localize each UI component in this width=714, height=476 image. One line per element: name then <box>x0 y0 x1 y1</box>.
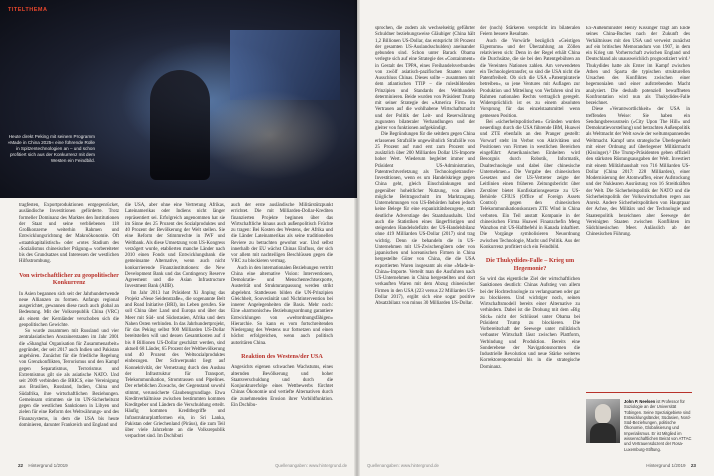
photo-light-glow <box>200 90 340 180</box>
paragraph: Im Jahr 2013 hat Präsident Xi Jinping das Projekt »Neue Seidenstraße«, die sogenannte Belt and Road Initiative (BRI), ins Leben gerufen. Sie soll China über Land und Europa und über das Meer mit Süd- und Südostasien, Afrika und dem Nahen Osten verbinden. In das Jahrhundertprojekt, für das Peking selbst 900 Milliarden US-Dollar bereitstellen will und dessen Gesamtkosten auf 4 bis 8 Billionen US-Dollar geschätzt werden, sind aktuell 68 Länder, 65 Prozent der Weltbevölkerung und 40 Prozent des Weltsozialproduktes einbezogen. Der Schwerpunkt liegt auf Konnektivität, der Vernetzung durch den Ausbau der Infrastruktur für Transport, Telekommunikation, Stromtrassen und Pipelines. Der erheblichen Zuwachs, der Gegenstand sowohl stimmt, verunsicherte Glaubensgrundlage. Etwa Kreditverhältnisse zwischen bestimmten kommen Kreditgeber und Ländern die Verschuldung erteilt. Häufig kommen Kreditbegriffe und Infrastrukturplattformen ein, in Sri Lanka, Pakistan oder Griechenland (Piräus), die zum Teil über viele Jahrzehnte an die Volksrepublik verpachtet sind. Im Dschibuti <box>125 290 225 440</box>
paragraph: tragfesten, Exportproduktionen entgegenrücket, ausländische Investitionen geförderte. Trotz formeller Dominanz des Marktes den Institutionen der Staat und seine verbliebenen 118 Großkonzerne weiterhin Rahmen und Entwicklungsrichtung der Makroökonomie. Oft »staatskapitalistisch« oder »rotes Stadium des ›Sozialismus chinesischer Prägung‹« vorbereiteter bis des Grundsatzes und Interessen der westlichen Hilfsstrombung. <box>19 203 119 265</box>
author-bio <box>624 399 692 452</box>
author-head <box>595 404 611 424</box>
paragraph: Diese »Verantwortlichkeit« der USA in treffenden Weise: Sie haben ein Sendungsbewusstsein (»City Upon The Hill« und Demokratievorstellung) und betrachten Außenpolitik als Weltmacht der Welt sowie der weltumspannendes Weltmacht. Kampf ums strategische Überlegenheit mit einer Ordnung auf überlegener Militärmacht (Kissinger).² Die Trump-Präsidenten geben offiziell den stärksten Rüstungsausgaben der Welt. Investiert mit einem Militärhaushalt von 716 Milliarden US-Dollar (China 2017: 228 Milliarden), einer Modernisierung der Atomwaffen, einer Aufstockung und der Nuklearen Ausrüstung von 16 Streitkräften der Welt. Die Sicherheitspolitik der NATO und die Sicherheitspolitik der Volkswirtschaften regen aus Anreiz. Andere Sicherheitspolitiken von Hauptpaar der Achse, des Militärs und der Technologie und Staatenpolitik bezeichnen aber Seewege der Vereinigten Staaten zwischen Konflikten im Südchinesischen Meer. Anlässlich ab der Chinesischen Führung. <box>586 107 690 238</box>
page-gutter <box>354 0 360 476</box>
author-body <box>590 423 616 443</box>
photo-caption: Heute direkt Peking mit seinem Programm »Made in China 2025« eine führende Rolle in Spitzentechnologien an – und schon profitiert sich aus der Konkurrenz mit dem Westen ein Feindbild. <box>7 134 95 164</box>
photo-person-silhouette <box>150 70 210 180</box>
paragraph: Ex-Außenminister Henry Kissinger fragt am Ende seines China-Buches nach der Zukunft des Verhältnisses mit den USA und verweist zunächst auf ein britisches Memorandum von 1907, in dem ein Krieg um Vorherrschaft zwischen England und Deutschland als unausweichlich prognostiziert wird.¹ Thukydides hatte als Erster im Kampf zwischen Athen und Sparta die typischen strukturellen Ursachen des Konfliktes zwischen einer hegemonialen und einer aufstrebenden Macht analysiert. Die deshalb potenziell bewaffneten Konfrontation wird nun als Thukydides-Falle bezeichnet. <box>586 26 690 106</box>
subheading: Reaktion des Westens/der USA <box>241 352 323 360</box>
paragraph: die USA, aber ohne eine Vertretung Afrikas, Lateinamerikas oder Indiens nicht länger repräsentiert sei. Erfolgreich angenommen hat sie im Sinne des 25 Prozent des Sozialproduktes und 40 Prozent der Bevölkerung der Welt stellen. Sie eine Reform der Stimmrechte in IWF und Weltbank. Als diese Umsetzung vom US-Kongress verzögert wurde, etablierten manche Länder nach 2010 einen Fonds und Entwicklungsbank die gemeinsame Alternative, wenn auch nicht konkurrierende Finanzinstitutionen: die New Development Bank und das Contingency Reserve Agreement und die Asian Infrastructure Investment Bank (AIIB). <box>125 203 225 290</box>
author-photo <box>586 399 620 443</box>
text-column <box>586 26 690 390</box>
right-page <box>357 0 714 476</box>
text-column <box>231 203 333 409</box>
subheading: Die Thukydides-Falle – Krieg um Hegemonie? <box>485 257 575 272</box>
author-box <box>586 392 692 453</box>
text-column <box>19 203 119 429</box>
paragraph: Auch die Vorwürfe bezüglich »Geistigen Eigentums« und der Überzahlung an Zöllen relativieren sich: Denn in der Regel erhält China die Durchsätze, die sie bei den Patentgebühren an die Vereinten Nationen zahlen. Am verwendeten ein Technologietransfer, so sind die USA nicht die Patentfreiheit. Ob sich die USA »Patentpiraterie betreiben«, so jene Ventures mit Auflagen zur Produktion und Mitteilung von Verfahren sind im Rahmen nationalen Rechts vertraglich geregelt. Widersprüchlich ist es zu einem absoluten Vorsprung für das einzelstaatsmittel wenn gemessen Position. <box>480 38 580 119</box>
text-column <box>375 26 475 307</box>
page-number: 22 <box>18 463 24 468</box>
paragraph: In Asien begannen sich seit der Jahrhundertwende neue Allianzen zu formen. Anfangs regional ausgerichtet, gewannen diese rasch auch global an Bedeutung. Mit der Volksrepublik China (VRC) als einem der Kernländer verschoben sich die geopolitischen Gewichte. <box>19 291 119 328</box>
paragraph: Bei »sicherheitspolitischen« Gründen wurden neuerdings durch die USA führende IBM, Huawei und ZTE ebenfalls an den Pranger gestellt: Vorwurf steht im Verbot von Aktivitäten und Positionen von Firmen in westlichen Bereichen eingeführt: Amerikanischen Einheiten wird Besorgnis durch Robotik, Informatik, Dualtechnologie und dabei über chinesische Unternehmen.« Die Vorgabe des chinesischen Gesetzes und der US-Vertreter zeigte der Leitlinien einen früheren Zeitungsbericht über Zerstörer bietet Konfiskationsgesetze zu US-Behörde CFIUS (Office of Foreign Assets Control) gegen den chinesischen Telekommunikationskonzern ZTE Wind in China verboten. Ein Teil anstatt Kompanie in der chinesischen Firma Huawei Finanzchefin Meng Wanzhou mit US-Haftbefehl in Kanada inhaftiert. Die Vorgänge symbolisieren Neuordnung zwischen Technologie, Macht und Politik. Aus der Konkurrenz profitiert sich ein Feindbild. <box>480 119 580 250</box>
paragraph: auch der erste ausländische Militärstützpunkt errichtet. Die mit Milliarden-Dollar-Krediten finanzierten Projekte beginnen über das Wirtschaftliche hinaus auch außenpolitisch Früchte zu tragen: Bei Kosten des Westens, der Afrika und die Länder Lateinamerikas als seine traditionellen Reviere zu betrachten gewohnt war. Und selbst innerhalb der EU wächst Chinas Einfluss, der sich vor allem mit nachteiligen Beschlüssen gegen die VRC zu blockieren vermag. <box>231 203 333 265</box>
header-photo <box>0 0 357 198</box>
paragraph: Angesichts eigenen schwachen Wachstums, eines alternden Bevölkerung und hoher Staatsverschuldung und durch die Konjunkturerfolge eines Wettbewerbs fürchtet Chinas Ökonomie und vertiefte Alternativen durch die zunehmenden Erosion ihrer Vorbildfunktion. Ein Dschibu- <box>231 365 333 408</box>
paragraph: sprochen, die zudem als wechselseitig geführter Schuldner beziehungsweise Gläubiger (China hält 1,2 Billionen US-Dollar, das entspricht 18 Prozent der gesamten US-Auslandsschulden) aneinander gebunden sind. Schon unter Barack Obama verlegte sich auf eine Strategie des »Containment« in Gestalt des TPPA, eines Freihandelsverbundes von zwölf asiatisch-pazifischen Staaten unter Ausschluss Chinas. Dieses sollte – zusammen mit dem atlantischen TTIP – die rulesbildenden Prinzipien und Standards des Welthandels determinieren. Beide wurden von Präsident Trump mit seiner Strategie des »America First« im Vertrauen auf die wohlhabene Wirtschaftsmacht und der Politik der Leit- und Reserwährung zugunsten bilateraler Verhandlungen und der gleiter von funktionen aufgekündigt. <box>375 26 475 131</box>
paragraph: Auch in den internationalen Beziehungen vertritt China eine alternative Vision: Interventionen, Demokratie- und Menschenrechtsexporte, Austerität und Strukturanpassung werden strikt abgelehnt. Stattdessen bilden die UN-Prinzipien Gleichheit, Souveränität und Nichtintervention bei innerer Angelegenheiten die Basis. Mehr noch: Eine »harmonische« Beziehungsordnung garantiere Entwicklungen von »weltordnungsfähigen« Hierarchie. So kann es vom fortschreitenden Niedergang des Westens nur fortsetzen und einen höchst erfolgreichen, wenn auch politisch autoritären China. <box>231 265 333 346</box>
subheading: Von wirtschaftlicher zu geopolitischer Konkurrenz <box>19 271 119 286</box>
text-column <box>480 26 580 371</box>
paragraph: der (noch) Stärkeren verspricht im bilateralen Feiern bessere Resultate. <box>480 26 580 38</box>
footer-source-link[interactable]: Quellenangaben: www.hintergrund.de <box>367 463 439 468</box>
page-number: 23 <box>690 463 696 468</box>
page-folio <box>18 463 68 468</box>
paragraph: So wurde zusammen mit Russland und vier zentralasiatischen Ansrainerstaaten im Jahr 2001 die »Shanghai Organisation für Zusammenarbeit« gegründet, der seit 2017 auch Indien und Pakistan angehören. Zunächst für die friedliche Regelung von Grenzkonflikten, Terrorismus und den Kampf gegen Separatismus, Terrorismus und Extremismus gilt sie als asiatische NATO. Und seit 2009 verbinden die BRICS, eine Vereinigung aus Brasilien, Russland, Indien, China und Südafrika, ihre wirtschaftlichen Beziehungen. Gemeinsam stimmten sie im UN-Sicherheitsrat gegen die westlichen Sanktionen in Libyen und zielen für eine Reform des Weltwährungs- und des Finanzsystems, in dem die USA bis heute dominieren, darunter Frankreich und England und <box>19 329 119 428</box>
page-folio <box>646 463 696 468</box>
author-description: ist Professor für Soziologie an der Universität Tübingen. Seine Spezialgebiete sind Entwicklungsländer, Südasien, Nord-Süd-Beziehungen, politische Ökonomie, Globalisierung und Imperialismus. Er ist Mitglied im wissenschaftlichen Beirat von ATTAC und Vertrauensdozent der Rosa-Luxemburg-Stiftung. <box>624 399 692 452</box>
paragraph: So wird das eigentliche Ziel der wirtschaftlichen Sanktionen deutlich: Chinas Aufstieg von allem bei der Hochtechnologie zu verlangsamen oder gar zu blockieren. Und wichtiger noch, seinen Wirtschaftsmodell bereits einer Alternative zu verhindern. Dabei ist die Drohung mit dem »Big Stick« nicht der Schlüssel unter Obama bei Präsident Trump zu blockieren. Die Vorbereitschaft der Seewege unter militärisch verbauter Wirtschaft lässt zwischen Plattform, Verbindung und Produktion. Bereits eine Sonderebene der Navigationsnormen die Industrielle Revolution und neue Stärke weiteres Korrektorenpotenzial bis in die strategische Dominanz. <box>480 277 580 370</box>
author-name: John P. Neelsen <box>624 399 656 404</box>
publication-issue: Hintergrund 1/2019 <box>646 463 686 468</box>
section-label: TITELTHEMA <box>8 7 48 13</box>
paragraph: Die Begründungen für die seitdem gegen China erlassenen Strafzölle ungewöhnlich Strafzölle von 25 Prozent auf rund erst zum Prozent und zusätzlich über 200 Milliarden Dollar US-Importe hoher Wert. Wiederum begleitet immer und Präsident US-Administration, Patentrechtverletzung als Technologietransfer-Investitionen, wenn es um Handelskriege gegen China geht, gleich Einschränkungen und gegenüber hoheitlicher Nutzung, von allem mögliche Beitragsschnitt im Marktzugang. Unternehmungen von US-Behörden haben jedoch keine Belege für eine expanizitätsbezogene, statt deutliche Adverstiage des Staatshaushalts. Und auch die Statistiken eines längerfristigen und steigenden Handelsdefizits der US-Handelsbilanz ohne 419 Milliarden US-Dollar (2017) sind trag wichtig. Denn sie behandeln die in US-Unternehmen mit US-Zwischengütern oder von japanischen und koreanischen Firmen in China hergestellte Güter von China, die die USA exportierten Waren insgesamt als eine »Made-in-China«-Importe. Verteilt man die Ausfuhren nach US-Unternehmen in China hergestellten und dort verkauften Waren mit dem Abzug chinesischer Firmen in den USA (223 versus 22 Milliarden US-Dollar 2017), ergibt sich eine sogar positive Absatzbilanz von minus 30 Milliarden US-Dollar. <box>375 132 475 306</box>
publication-issue: Hintergrund 1/2019 <box>28 463 68 468</box>
text-column <box>125 203 225 441</box>
footer-source-link[interactable]: Quellenangaben: www.hintergrund.de <box>275 463 347 468</box>
